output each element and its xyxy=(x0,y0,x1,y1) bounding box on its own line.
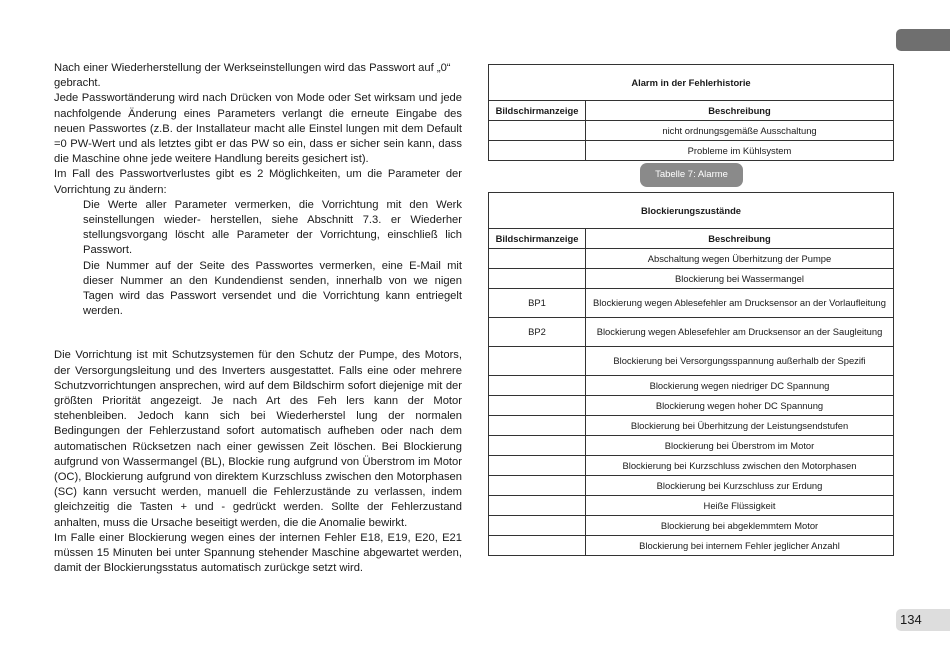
table-row xyxy=(489,269,894,289)
table-row xyxy=(489,436,894,456)
block-col-description-header: Beschreibung xyxy=(586,229,894,249)
description-cell: Heiße Flüssigkeit xyxy=(586,496,894,516)
table-row xyxy=(489,496,894,516)
display-cell xyxy=(489,456,586,476)
description-cell: Blockierung wegen niedriger DC Spannung xyxy=(586,376,894,396)
paragraph-password-change: Jede Passwortänderung wird nach Drücken von Mode oder Set wirksam und jede nachfolgende Änderung eines Parameters verlangt die erneute Eingabe des neuen Passwortes (z.B. der Installateur macht alle Einstel lungen mit dem Default =0 PW-Wert und als letztes gibt er das PW so ein, dass er sicher sein kann, dass die Maschine ohne jede weitere Handlung bereits gesichert ist). xyxy=(54,92,462,166)
table-row xyxy=(489,141,894,161)
block-table-title: Blockierungszustände xyxy=(489,193,894,229)
description-cell: Abschaltung wegen Überhitzung der Pumpe xyxy=(586,249,894,269)
alarm-table-title: Alarm in der Fehlerhistorie xyxy=(489,65,894,101)
table-row xyxy=(489,516,894,536)
description-cell: Blockierung wegen Ablesefehler am Drucksensor an der Vorlaufleitung xyxy=(586,289,894,318)
display-cell xyxy=(489,416,586,436)
display-cell xyxy=(489,141,586,161)
table-row xyxy=(489,376,894,396)
alarm-col-description-header: Beschreibung xyxy=(586,101,894,121)
description-cell: Blockierung bei Überstrom im Motor xyxy=(586,436,894,456)
body-text-column xyxy=(54,61,462,577)
table-row xyxy=(489,289,894,318)
description-cell: Blockierung bei Versorgungsspannung außerhalb der Spezifi xyxy=(586,347,894,376)
alarm-col-display-header: Bildschirmanzeige xyxy=(489,101,586,121)
section-tab-marker xyxy=(896,29,950,51)
table-row xyxy=(489,396,894,416)
paragraph-option-1: Die Werte aller Parameter vermerken, die Vorrichtung mit den Werk seinstellungen wieder- herstellen, siehe Abschnitt 7.3. er Wiederher stellungsvorgang löscht alle Parameter der Vorrichtung, einschließ lich Passwort. xyxy=(83,198,462,257)
table-row xyxy=(489,536,894,556)
description-cell: Blockierung bei abgeklemmtem Motor xyxy=(586,516,894,536)
display-cell xyxy=(489,476,586,496)
description-cell: Blockierung wegen Ablesefehler am Drucksensor an der Saugleitung xyxy=(586,318,894,347)
display-cell xyxy=(489,516,586,536)
table-caption-badge: Tabelle 7: Alarme xyxy=(640,163,743,187)
table-row xyxy=(489,121,894,141)
paragraph-gap xyxy=(54,319,462,348)
display-cell: BP2 xyxy=(489,318,586,347)
table-row xyxy=(489,318,894,347)
display-cell xyxy=(489,496,586,516)
description-cell: Blockierung wegen hoher DC Spannung xyxy=(586,396,894,416)
display-cell xyxy=(489,396,586,416)
table-row xyxy=(489,476,894,496)
alarm-history-table xyxy=(488,64,894,161)
paragraph-password-reset: Nach einer Wiederherstellung der Werkseinstellungen wird das Passwort auf „0“ gebracht. xyxy=(54,62,451,90)
display-cell xyxy=(489,121,586,141)
table-row xyxy=(489,249,894,269)
blocking-states-table xyxy=(488,192,894,556)
page-number: 134 xyxy=(896,609,950,631)
display-cell xyxy=(489,347,586,376)
description-cell: Blockierung bei Kurzschluss zur Erdung xyxy=(586,476,894,496)
description-cell: Blockierung bei internem Fehler jeglicher Anzahl xyxy=(586,536,894,556)
table-row xyxy=(489,416,894,436)
description-cell: Probleme im Kühlsystem xyxy=(586,141,894,161)
display-cell xyxy=(489,536,586,556)
display-cell xyxy=(489,376,586,396)
display-cell xyxy=(489,249,586,269)
paragraph-password-loss: Im Fall des Passwortverlustes gibt es 2 Möglichkeiten, um die Parameter der Vorrichtung zu ändern: xyxy=(54,168,462,196)
paragraph-internal-errors: Im Falle einer Blockierung wegen eines der internen Fehler E18, E19, E20, E21 müssen 15 Minuten bei unter Spannung stehender Maschine abgewartet werden, damit der Blockierungsstatus automatisch zurückge setzt wird. xyxy=(54,531,462,575)
display-cell xyxy=(489,436,586,456)
paragraph-protection-systems: Die Vorrichtung ist mit Schutzsystemen für den Schutz der Pumpe, des Motors, der Versorgungsleitung und des Inverters ausgestattet. Falls eine oder mehrere Schutzvorrichtungen ansprechen, wird auf dem Bildschirm sofort diejenige mit der größten Priorität angezeigt. Je nach Art des Feh lers kann der Motor stehenbleiben. Jedoch kann sich bei Wiederherstel lung der normalen Bedingungen der Fehlerzustand sofort automatisch aufheben oder nach dem automatischen Rücksetzen nach einer gewissen Zeit löschen. Bei Blockierung aufgrund von Wassermangel (BL), Blockie rung aufgrund von Überstrom im Motor (OC), Blockierung aufgrund von direktem Kurzschluss zwischen den Motorphasen (SC) kann versucht werden, manuell die Fehlerzustände zu verlassen, indem gleichzeitig die Tasten + und - gedrückt werden. Sollte der Fehlerzustand anhalten, muss die Ursache beseitigt werden, die die Anomalie bewirkt. xyxy=(54,349,462,529)
display-cell xyxy=(489,269,586,289)
paragraph-option-2: Die Nummer auf der Seite des Passwortes vermerken, eine E-Mail mit dieser Nummer an den Kundendienst senden, innerhalb von we nigen Tagen wird das Passwort versendet und die Vorrichtung kann entriegelt werden. xyxy=(83,259,462,318)
description-cell: Blockierung bei Wassermangel xyxy=(586,269,894,289)
block-col-display-header: Bildschirmanzeige xyxy=(489,229,586,249)
description-cell: Blockierung bei Überhitzung der Leistungsendstufen xyxy=(586,416,894,436)
display-cell: BP1 xyxy=(489,289,586,318)
table-row xyxy=(489,347,894,376)
description-cell: Blockierung bei Kurzschluss zwischen den Motorphasen xyxy=(586,456,894,476)
table-row xyxy=(489,456,894,476)
description-cell: nicht ordnungsgemäße Ausschaltung xyxy=(586,121,894,141)
